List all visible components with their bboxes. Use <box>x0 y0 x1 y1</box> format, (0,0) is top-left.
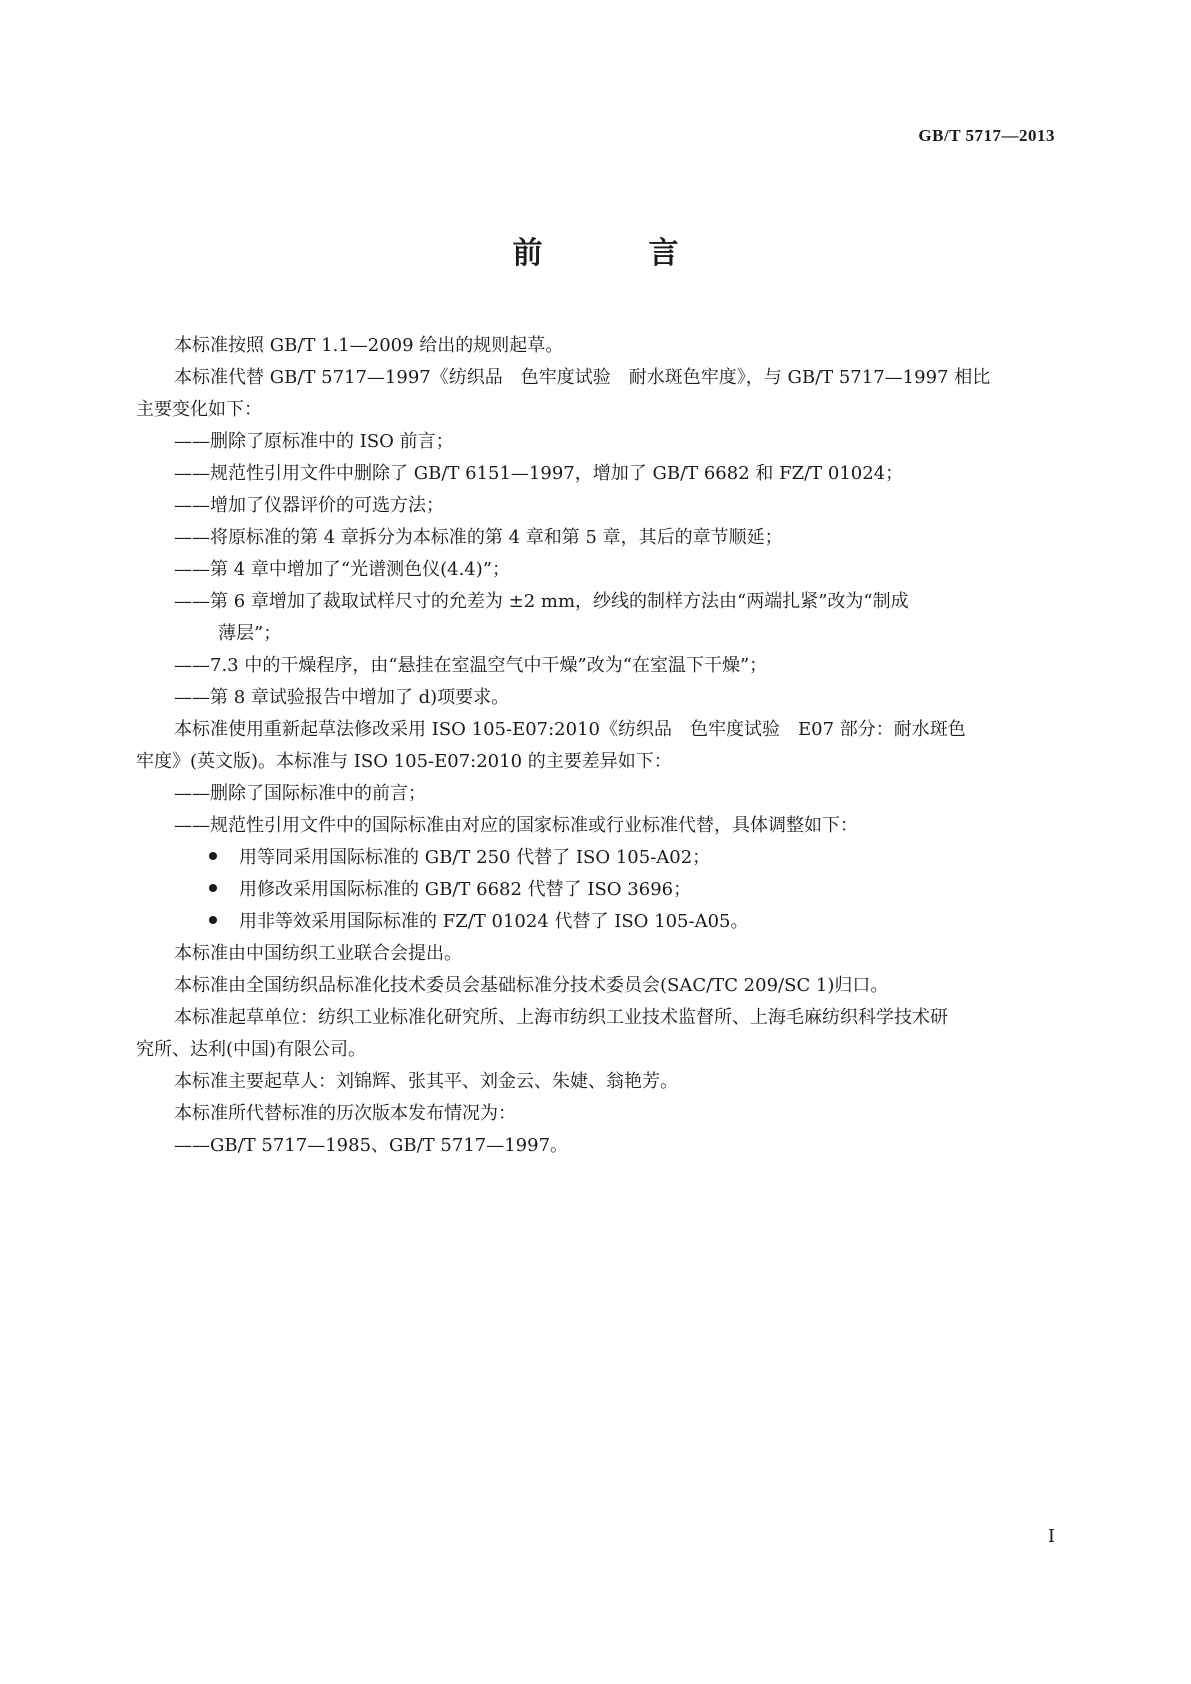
paragraph-continuation: 主要变化如下： <box>136 399 262 420</box>
paragraph: 本标准起草单位：纺织工业标准化研究所、上海市纺织工业技术监督所、上海毛麻纺织科学技术研 <box>174 1007 948 1028</box>
bullet-text: 用非等效采用国际标准的 FZ/T 01024 代替了 ISO 105-A05。 <box>239 911 749 932</box>
paragraph: 本标准主要起草人：刘锦辉、张其平、刘金云、朱婕、翁艳芳。 <box>174 1071 678 1092</box>
change-item: ——第 6 章增加了裁取试样尺寸的允差为 ±2 mm，纱线的制样方法由“两端扎紧”改为“制成 <box>174 591 909 612</box>
page-number: I <box>1047 1526 1055 1547</box>
paragraph: 本标准代替 GB/T 5717—1997《纺织品 色牢度试验 耐水斑色牢度》，与 GB/T 5717—1997 相比 <box>174 367 991 388</box>
paragraph: 本标准按照 GB/T 1.1—2009 给出的规则起草。 <box>174 335 564 356</box>
document-code: GB/T 5717—2013 <box>918 126 1055 145</box>
bullet-text: 用修改采用国际标准的 GB/T 6682 代替了 ISO 3696； <box>239 879 692 900</box>
document-body <box>136 330 1056 1162</box>
bullet-item <box>136 906 1056 938</box>
page-title: 前 言 <box>512 236 717 271</box>
difference-item: ——删除了国际标准中的前言； <box>174 783 426 804</box>
paragraph: 本标准由全国纺织品标准化技术委员会基础标准分技术委员会(SAC/TC 209/SC 1)归口。 <box>174 975 889 996</box>
bullet-item <box>136 874 1056 906</box>
paragraph-continuation: 牢度》(英文版)。本标准与 ISO 105-E07:2010 的主要差异如下： <box>136 751 672 772</box>
change-item: ——7.3 中的干燥程序，由“悬挂在室温空气中干燥”改为“在室温下干燥”； <box>174 655 768 676</box>
change-item: ——删除了原标准中的 ISO 前言； <box>174 431 454 452</box>
change-item-continuation: 薄层”； <box>218 623 282 644</box>
bullet-icon <box>209 852 217 860</box>
change-item: ——规范性引用文件中删除了 GB/T 6151—1997，增加了 GB/T 6682 和 FZ/T 01024； <box>174 463 904 484</box>
paragraph: 本标准所代替标准的历次版本发布情况为： <box>174 1103 516 1124</box>
version-history-item: ——GB/T 5717—1985、GB/T 5717—1997。 <box>174 1135 569 1156</box>
paragraph: 本标准由中国纺织工业联合会提出。 <box>174 943 462 964</box>
change-item: ——第 8 章试验报告中增加了 d)项要求。 <box>174 687 510 708</box>
difference-item: ——规范性引用文件中的国际标准由对应的国家标准或行业标准代替，具体调整如下： <box>174 815 858 836</box>
change-item: ——第 4 章中增加了“光谱测色仪(4.4)”； <box>174 559 510 580</box>
bullet-icon <box>209 884 217 892</box>
change-item: ——将原标准的第 4 章拆分为本标准的第 4 章和第 5 章，其后的章节顺延； <box>174 527 783 548</box>
bullet-item <box>136 842 1056 874</box>
change-item: ——增加了仪器评价的可选方法； <box>174 495 444 516</box>
bullet-icon <box>209 916 217 924</box>
paragraph-continuation: 究所、达利(中国)有限公司。 <box>136 1039 367 1060</box>
paragraph: 本标准使用重新起草法修改采用 ISO 105-E07:2010《纺织品 色牢度试验 E07 部分：耐水斑色 <box>174 719 966 740</box>
bullet-text: 用等同采用国际标准的 GB/T 250 代替了 ISO 105-A02； <box>239 847 711 868</box>
